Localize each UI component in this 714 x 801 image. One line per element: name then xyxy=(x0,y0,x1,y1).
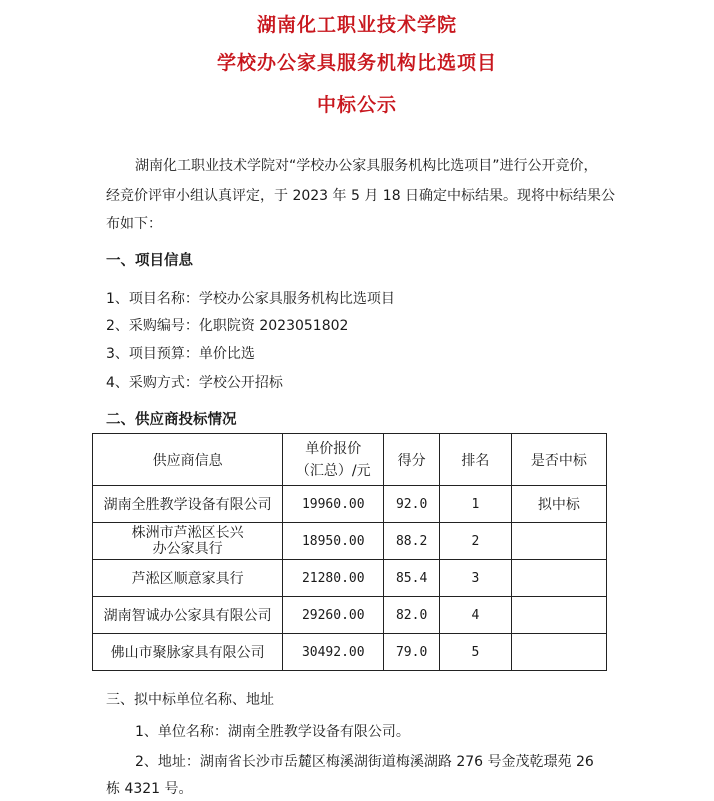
section2-heading: 二、供应商投标情况 xyxy=(106,412,237,428)
header-score: 得分 xyxy=(384,434,440,486)
header-price xyxy=(283,434,384,486)
score-cell: 85.4 xyxy=(384,560,440,597)
rank-cell: 5 xyxy=(440,634,512,671)
header-won: 是否中标 xyxy=(511,434,606,486)
table-row xyxy=(93,560,607,597)
supplier-cell: 湖南全胜教学设备有限公司 xyxy=(93,486,283,523)
won-cell: 拟中标 xyxy=(511,486,606,523)
price-cell: 21280.00 xyxy=(283,560,384,597)
header-price-line1: 单价报价 xyxy=(305,440,362,457)
procurement-method-item: 4、采购方式：学校公开招标 xyxy=(106,375,283,391)
document-title-line3: 中标公示 xyxy=(316,94,397,116)
bid-table xyxy=(92,433,607,671)
won-cell xyxy=(511,597,606,634)
won-cell xyxy=(511,634,606,671)
project-name-item: 1、项目名称：学校办公家具服务机构比选项目 xyxy=(106,291,395,307)
price-cell: 29260.00 xyxy=(283,597,384,634)
procurement-number-item: 2、采购编号：化职院资 2023051802 xyxy=(106,318,349,334)
supplier-cell: 湖南智诚办公家具有限公司 xyxy=(93,597,283,634)
intro-line: 布如下： xyxy=(106,216,162,232)
supplier-cell: 佛山市聚脉家具有限公司 xyxy=(93,634,283,671)
price-cell: 30492.00 xyxy=(283,634,384,671)
project-budget-item: 3、项目预算：单价比选 xyxy=(106,346,255,362)
table-header-row xyxy=(93,434,607,486)
rank-cell: 3 xyxy=(440,560,512,597)
price-cell: 19960.00 xyxy=(283,486,384,523)
document-title-line1: 湖南化工职业技术学院 xyxy=(256,14,457,36)
supplier-line1: 株洲市芦淞区长兴 xyxy=(131,525,244,541)
table-row xyxy=(93,486,607,523)
header-price-line2: （汇总）/元 xyxy=(295,462,371,479)
header-supplier: 供应商信息 xyxy=(93,434,283,486)
rank-cell: 2 xyxy=(440,523,512,560)
score-cell: 82.0 xyxy=(384,597,440,634)
supplier-cell xyxy=(93,523,283,560)
winner-name-item: 1、单位名称：湖南全胜教学设备有限公司。 xyxy=(135,724,410,740)
table-row xyxy=(93,597,607,634)
table-row xyxy=(93,523,607,560)
won-cell xyxy=(511,560,606,597)
price-cell: 18950.00 xyxy=(283,523,384,560)
header-rank: 排名 xyxy=(440,434,512,486)
rank-cell: 1 xyxy=(440,486,512,523)
score-cell: 79.0 xyxy=(384,634,440,671)
section1-heading: 一、项目信息 xyxy=(106,253,193,269)
winner-address-line2: 栋 4321 号。 xyxy=(106,781,193,797)
winner-address-line1: 2、地址：湖南省长沙市岳麓区梅溪湖街道梅溪湖路 276 号金茂乾璟苑 26 xyxy=(135,754,594,770)
won-cell xyxy=(511,523,606,560)
section3-heading: 三、拟中标单位名称、地址 xyxy=(106,692,274,708)
document-title-line2: 学校办公家具服务机构比选项目 xyxy=(216,52,497,74)
score-cell: 92.0 xyxy=(384,486,440,523)
rank-cell: 4 xyxy=(440,597,512,634)
intro-line: 湖南化工职业技术学院对“学校办公家具服务机构比选项目”进行公开竞价， xyxy=(135,158,598,174)
intro-line: 经竞价评审小组认真评定，于 2023 年 5 月 18 日确定中标结果。现将中标结果公 xyxy=(106,188,616,204)
score-cell: 88.2 xyxy=(384,523,440,560)
supplier-line2: 办公家具行 xyxy=(152,541,223,557)
supplier-cell: 芦淞区顺意家具行 xyxy=(93,560,283,597)
table-row xyxy=(93,634,607,671)
